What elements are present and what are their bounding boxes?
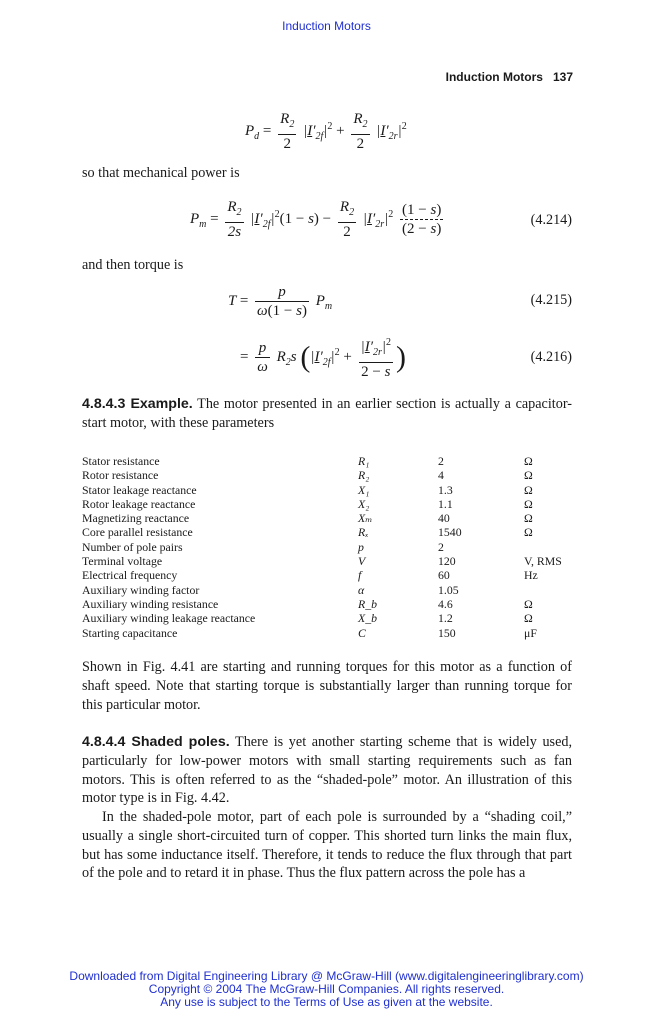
parameter-symbol: X₂ <box>358 496 370 511</box>
parameter-unit: Ω <box>524 511 533 526</box>
shaded-poles-paragraph <box>82 733 572 808</box>
parameter-row <box>82 568 582 582</box>
parameter-value: 1.05 <box>438 582 459 597</box>
parameter-name: Auxiliary winding factor <box>82 582 200 597</box>
parameter-unit: Ω <box>524 496 533 511</box>
equation-pd: $P_d$ = $\frac{R_2}{2}$ $|I'_{2f}|^2$ + $\frac{R_2}{2}$ $|I'_{2r}|^2$ <box>245 111 407 152</box>
parameter-value: 1.3 <box>438 482 453 497</box>
parameter-name: Terminal voltage <box>82 554 163 569</box>
parameter-symbol: α <box>358 582 365 597</box>
parameter-row <box>82 583 582 597</box>
equation-4-215: T = $\frac{p}{\omega(1 - s)}$ $P_m$ <box>228 284 333 319</box>
equation-4-216: = $\frac{p}{\omega}$ $R_2s$ ($|I'_{2f}|^2$ + $\frac{|I'_{2r}|^2}{2 - s}$ ) <box>240 334 406 381</box>
parameter-unit: Hz <box>524 568 538 583</box>
parameter-name: Magnetizing reactance <box>82 511 190 526</box>
footer-download-line[interactable]: Downloaded from Digital Engineering Library @ McGraw-Hill (www.digitalengineeringlibrary.com) <box>69 969 584 983</box>
parameter-symbol: R₂ <box>358 468 370 483</box>
parameter-value: 40 <box>438 511 450 526</box>
parameter-name: Stator leakage reactance <box>82 482 197 497</box>
parameter-value: 120 <box>438 554 456 569</box>
parameter-row <box>82 597 582 611</box>
parameter-unit: Ω <box>524 596 533 611</box>
parameter-name: Auxiliary winding resistance <box>82 596 219 611</box>
torque-intro: and then torque is <box>82 257 184 273</box>
parameter-symbol: R_b <box>358 596 378 611</box>
parameter-row <box>82 540 582 554</box>
footer-terms-line[interactable]: Any use is subject to the Terms of Use as given at the website. <box>160 995 493 1009</box>
parameter-row <box>82 497 582 511</box>
page-number: 137 <box>552 70 573 84</box>
parameter-unit: Ω <box>524 611 533 626</box>
parameter-value: 150 <box>438 625 456 640</box>
parameter-row <box>82 554 582 568</box>
parameter-row <box>82 611 582 625</box>
parameter-unit: Ω <box>524 454 533 468</box>
parameter-symbol: X₁ <box>358 482 370 497</box>
mech-power-intro: so that mechanical power is <box>82 165 240 181</box>
parameter-unit <box>524 583 582 597</box>
parameter-symbol: p <box>358 539 364 554</box>
parameter-name: Electrical frequency <box>82 568 178 583</box>
parameter-row <box>82 468 582 482</box>
parameter-symbol: f <box>358 568 362 583</box>
example-text: The motor presented in an earlier section is actually a capacitor-start motor, with these parameters <box>82 396 572 431</box>
equation-4-214: $P_m$ = $\frac{R_2}{2s}$ $|I'_{2f}|^2(1 - s)$ − $\frac{R_2}{2}$ $|I'_{2r}|^2$ $\frac{(1 - s)}{(2 - s)}$ <box>190 199 442 240</box>
parameter-value: 4 <box>438 468 444 483</box>
parameter-value: 2 <box>438 454 444 468</box>
parameter-name: Stator resistance <box>82 454 160 468</box>
parameter-symbol: Xₘ <box>358 511 373 526</box>
parameter-unit <box>524 540 582 554</box>
parameter-value: 1.2 <box>438 611 453 626</box>
parameter-unit: Ω <box>524 525 533 540</box>
parameter-value: 4.6 <box>438 596 453 611</box>
footer <box>0 970 653 1009</box>
parameter-value: 1.1 <box>438 496 453 511</box>
example-paragraph <box>82 395 572 433</box>
parameter-row <box>82 525 582 539</box>
parameter-value: 60 <box>438 568 450 583</box>
top-banner: Induction Motors <box>282 19 371 33</box>
example-heading: 4.8.4.3 Example. <box>82 396 193 412</box>
parameter-name: Number of pole pairs <box>82 539 183 554</box>
parameter-name: Rotor resistance <box>82 468 159 483</box>
equation-label-4-216: (4.216) <box>530 349 572 365</box>
parameter-row <box>82 626 582 640</box>
parameter-symbol: R₁ <box>358 454 370 468</box>
parameter-symbol: Rₓ <box>358 525 369 540</box>
running-head <box>446 70 573 84</box>
parameter-row <box>82 483 582 497</box>
equation-label-4-214: (4.214) <box>530 212 572 228</box>
parameter-name: Auxiliary winding leakage reactance <box>82 611 256 626</box>
shaded-poles-paragraph-2: In the shaded-pole motor, part of each pole is surrounded by a “shading coil,” usually a single short-circuited turn of copper. This shorted turn links the main flux, but has some inductance itself. Therefore, it tends to reduce the flux through that part of the pole and to retard it in phase. Thus the flux pattern across the pole has a <box>82 809 572 882</box>
parameter-row <box>82 454 582 468</box>
parameter-unit: μF <box>524 625 537 640</box>
parameter-value: 1540 <box>438 525 462 540</box>
parameter-value: 2 <box>438 539 444 554</box>
shaded-poles-heading: 4.8.4.4 Shaded poles. <box>82 734 230 750</box>
parameter-table <box>82 454 582 640</box>
parameter-unit: Ω <box>524 468 533 483</box>
running-title: Induction Motors <box>445 70 543 84</box>
parameter-unit: V, RMS <box>524 554 562 569</box>
parameter-name: Starting capacitance <box>82 625 178 640</box>
parameter-symbol: V <box>358 554 366 569</box>
parameter-symbol: X_b <box>358 611 378 626</box>
parameter-row <box>82 511 582 525</box>
equation-label-4-215: (4.215) <box>530 292 572 308</box>
shaded-poles-text: There is yet another starting scheme that is widely used, particularly for low-power motors with small starting requirements such as fan motors. This is often referred to as the “shaded-pole” motor. An illustration of this motor type is in Fig. 4.42. <box>82 734 573 807</box>
parameter-unit: Ω <box>524 482 533 497</box>
parameter-name: Rotor leakage reactance <box>82 496 196 511</box>
parameter-name: Core parallel resistance <box>82 525 193 540</box>
figure-paragraph: Shown in Fig. 4.41 are starting and running torques for this motor as a function of shaft speed. Note that starting torque is substantially larger than running torque for this particular motor. <box>82 659 572 713</box>
footer-copyright-line: Copyright © 2004 The McGraw-Hill Companies. All rights reserved. <box>148 982 505 996</box>
parameter-symbol: C <box>358 625 366 640</box>
